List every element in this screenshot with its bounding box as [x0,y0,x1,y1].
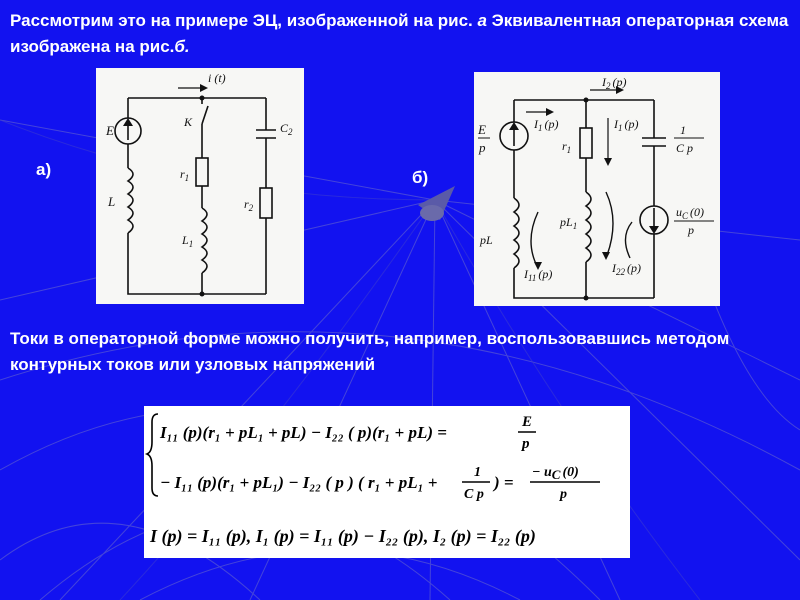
equation-2-frac-numerator: 1 [474,465,481,480]
label-E: E [106,123,114,138]
equation-1-denominator: p [522,436,530,452]
equation-2-rhs-denominator: p [560,487,567,502]
label-r1: $r_1$ [180,167,190,183]
label-I2: $I_2$ (p) [602,75,627,91]
label-pL1: $pL_1$ [560,215,578,231]
circuit-diagram-a [96,68,304,304]
equation-2-close: ) = [494,473,514,492]
equations-panel [144,406,630,558]
label-switch-K: K [184,115,193,129]
figure-label-b: б) [412,168,429,187]
label-L: L [108,194,116,209]
label-I22: $I_{22}$ (p) [612,261,641,277]
label-pL: pL [480,233,493,247]
equation-2-lhs: − I₁₁ (p)(r₁ + pL₁) − I₂₂ ( p ) ( r₁ + pL₁ + [160,473,438,492]
system-brace [147,414,158,496]
label-1-over-Cp: 1 [680,123,686,137]
label-r2: $r_2$ [244,197,254,213]
cone-shape [418,186,455,221]
label-current-i: i (t) [208,71,226,85]
label-uc0-over-p: $u_C$ (0) [676,205,705,221]
figure-label-a: а) [36,160,52,179]
label-L1: $L_1$ [182,233,194,249]
label-C2: $C_2$ [280,121,293,137]
label-I11: $I_{11}$ (p) [524,267,553,283]
body-paragraph: Токи в операторной форме можно получить, например, воспользовавшись методом контурных токов или узловых напряжений [10,329,730,374]
label-r1-b: $r_1$ [562,139,572,155]
label-E-over-p: E [478,122,486,137]
svg-text:C p: C p [676,141,694,155]
equation-2-frac-denominator: C p [464,487,484,502]
label-I1-left: $I_1$ (p) [534,117,559,133]
equation-1-numerator: E [522,414,533,430]
circuit-diagram-b [474,72,720,306]
equation-3: I (p) = I₁₁ (p), I₁ (p) = I₁₁ (p) − I₂₂ (p), I₂ (p) = I₂₂ (p) [150,526,536,546]
svg-text:p: p [479,140,486,155]
label-I1-right: $I_1$ (p) [614,117,639,133]
svg-text:p: p [688,223,694,237]
equation-2-rhs-numerator: − uC (0) [532,465,579,482]
equation-1-lhs: I₁₁ (p)(r₁ + pL₁ + pL) − I₂₂ ( p)(r₁ + pL) = [160,423,447,442]
page-heading: Рассмотрим это на примере ЭЦ, изображенной на рис. а Эквивалентная операторная схема изображена на рис.б. [10,11,789,56]
